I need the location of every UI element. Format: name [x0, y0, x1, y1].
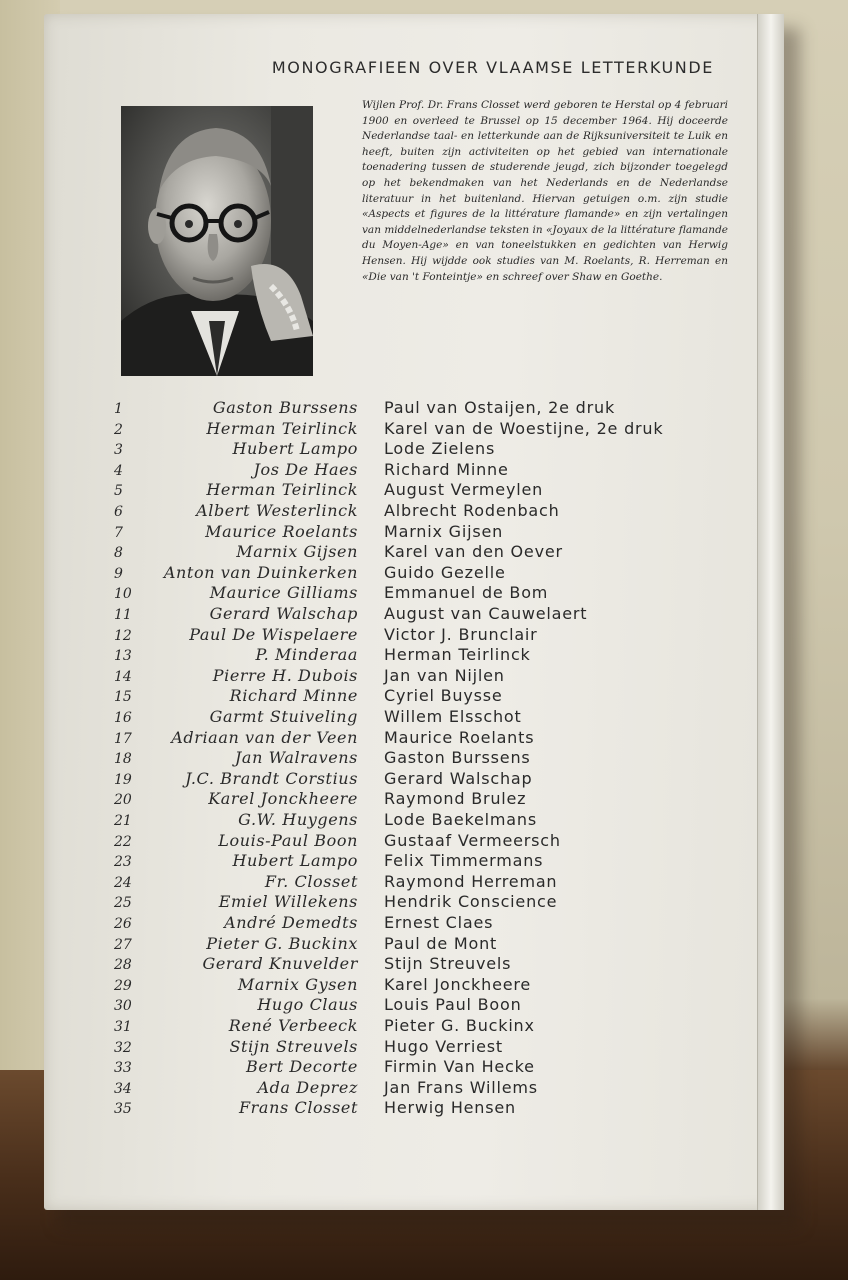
entry-author: Jan Walravens — [234, 748, 358, 768]
entry-author: Gerard Walschap — [209, 604, 358, 623]
entry-subject: Karel van den Oever — [384, 542, 563, 562]
entry-subject: Raymond Herreman — [384, 871, 558, 891]
entry-subject: Maurice Roelants — [384, 727, 535, 747]
entry-number: 34 — [114, 1080, 132, 1097]
entry-author: Stijn Streuvels — [229, 1036, 358, 1056]
list-item — [114, 892, 754, 912]
list-item — [114, 995, 754, 1015]
list-item — [114, 419, 754, 439]
entry-subject: Willem Elsschot — [384, 707, 522, 726]
entry-number: 29 — [114, 977, 132, 994]
entry-author: Marnix Gysen — [237, 974, 358, 994]
entry-subject: Emmanuel de Bom — [384, 583, 549, 603]
entry-author: G.W. Huygens — [238, 810, 358, 829]
entry-number: 3 — [114, 442, 123, 459]
entry-subject: Marnix Gijsen — [384, 521, 504, 541]
entry-author: Albert Westerlinck — [196, 501, 358, 520]
entry-author: Bert Decorte — [245, 1057, 358, 1077]
list-item — [114, 748, 754, 768]
entry-subject: Gerard Walschap — [384, 768, 533, 788]
entry-subject: Gustaaf Vermeersch — [384, 830, 561, 850]
list-item — [114, 1098, 754, 1118]
entry-number: 23 — [114, 854, 132, 871]
entry-subject: Stijn Streuvels — [384, 954, 512, 974]
list-item — [114, 480, 754, 500]
entry-subject: Felix Timmermans — [384, 851, 544, 871]
entry-author: Richard Minne — [229, 686, 358, 706]
entry-author: Herman Teirlinck — [206, 480, 358, 500]
list-item — [114, 954, 754, 974]
entry-subject: Richard Minne — [384, 459, 509, 479]
entry-author: Adriaan van der Veen — [171, 727, 358, 747]
entry-author: Maurice Gilliams — [209, 583, 358, 603]
entry-subject: Hugo Verriest — [384, 1036, 503, 1056]
entry-number: 2 — [114, 421, 123, 438]
entry-number: 20 — [114, 792, 132, 809]
entry-subject: Albrecht Rodenbach — [384, 501, 560, 520]
list-item — [114, 789, 754, 809]
entry-author: Fr. Closset — [264, 871, 358, 891]
entry-number: 10 — [114, 586, 132, 603]
entry-number: 33 — [114, 1060, 132, 1077]
entry-subject: Karel van de Woestijne, 2e druk — [384, 418, 664, 438]
entry-subject: Lode Zielens — [384, 439, 496, 459]
entry-number: 9 — [114, 565, 123, 582]
entry-subject: Jan van Nijlen — [384, 665, 505, 685]
entry-number: 32 — [114, 1039, 132, 1056]
entry-subject: Herwig Hensen — [384, 1098, 516, 1118]
entry-number: 22 — [114, 833, 132, 850]
entry-subject: Victor J. Brunclair — [384, 624, 538, 644]
list-item — [114, 522, 754, 542]
entry-author: Pieter G. Buckinx — [206, 933, 358, 953]
list-item — [114, 913, 754, 933]
list-item — [114, 851, 754, 871]
entry-subject: Jan Frans Willems — [384, 1077, 538, 1097]
list-item — [114, 769, 754, 789]
entry-subject: Paul van Ostaijen, 2e druk — [384, 398, 616, 417]
list-item — [114, 1016, 754, 1036]
entry-author: Jos De Haes — [253, 459, 358, 479]
entry-author: Paul De Wispelaere — [189, 624, 358, 644]
list-item — [114, 728, 754, 748]
entry-author: Frans Closset — [238, 1098, 358, 1118]
list-item — [114, 810, 754, 830]
entry-author: J.C. Brandt Corstius — [185, 768, 358, 788]
list-item — [114, 872, 754, 892]
list-item — [114, 707, 754, 727]
entry-number: 7 — [114, 524, 123, 541]
entry-subject: August Vermeylen — [384, 480, 544, 500]
entry-author: Herman Teirlinck — [206, 418, 358, 438]
entry-subject: Karel Jonckheere — [384, 974, 532, 994]
entry-subject: Hendrik Conscience — [384, 892, 558, 912]
list-item — [114, 666, 754, 686]
entry-subject: Guido Gezelle — [384, 562, 506, 582]
entry-number: 17 — [114, 730, 132, 747]
entry-number: 35 — [114, 1101, 132, 1118]
entry-number: 5 — [114, 483, 123, 500]
entry-subject: Cyriel Buysse — [384, 686, 503, 706]
list-item — [114, 831, 754, 851]
list-item — [114, 1078, 754, 1098]
entry-subject: Gaston Burssens — [384, 748, 531, 768]
entry-number: 14 — [114, 668, 132, 685]
entry-author: Pierre H. Dubois — [212, 665, 358, 685]
entry-subject: Louis Paul Boon — [384, 995, 522, 1015]
list-item — [114, 975, 754, 995]
entry-author: Marnix Gijsen — [236, 542, 358, 562]
entry-number: 15 — [114, 689, 132, 706]
entry-number: 1 — [114, 401, 123, 417]
portrait-photo-icon — [121, 106, 313, 376]
entry-number: 27 — [114, 936, 132, 953]
list-item — [114, 934, 754, 954]
entry-author: Karel Jonckheere — [208, 789, 358, 809]
list-item — [114, 398, 754, 418]
entry-author: Hubert Lampo — [232, 851, 358, 871]
entry-subject: Lode Baekelmans — [384, 810, 537, 829]
list-item — [114, 1057, 754, 1077]
list-item — [114, 439, 754, 459]
entry-number: 24 — [114, 874, 132, 891]
list-item — [114, 1037, 754, 1057]
list-item — [114, 625, 754, 645]
series-title: MONOGRAFIEEN OVER VLAAMSE LETTERKUNDE — [271, 58, 714, 77]
list-item — [114, 460, 754, 480]
entry-number: 12 — [114, 627, 132, 644]
author-biography: Wijlen Prof. Dr. Frans Closset werd geboren te Herstal op 4 februari 1900 en overleed te Brussel op 15 december 1964. Hij doceerde Nederlandse taal- en letterkunde aan de Rijksuniversiteit te Luik en heeft, buiten zijn activiteiten op het gebied van internationale toenadering tussen de studerende jeugd, zich bijzonder toegelegd op het bekendmaken van het Nederlands en de Nederlandse literatuur in het buitenland. Hiervan getuigen o.m. zijn studie «Aspects et figures de la littérature flamande» en zijn vertalingen van middelnederlandse teksten in «Joyaux de la littérature flamande du Moyen-Age» en van toneelstukken en gedichten van Herwig Hensen. Hij wijdde ook studies van M. Roelants, R. Herreman en «Die van 't Fonteintje» en schreef over Shaw en Goethe. — [362, 99, 728, 283]
entry-author: Hubert Lampo — [232, 439, 358, 459]
entry-number: 30 — [114, 998, 132, 1015]
list-item — [114, 542, 754, 562]
entry-number: 16 — [114, 710, 132, 726]
book-back-cover — [44, 14, 784, 1210]
entry-subject: Pieter G. Buckinx — [384, 1016, 535, 1035]
entry-author: Emiel Willekens — [218, 892, 358, 912]
entry-number: 6 — [114, 504, 123, 520]
entry-author: Maurice Roelants — [205, 521, 358, 541]
entry-author: Hugo Claus — [257, 995, 358, 1015]
entry-subject: August van Cauwelaert — [384, 604, 588, 623]
list-item — [114, 645, 754, 665]
list-item — [114, 604, 754, 624]
entry-subject: Raymond Brulez — [384, 789, 527, 809]
entry-number: 8 — [114, 545, 123, 562]
entry-number: 18 — [114, 751, 132, 768]
entry-author: P. Minderaa — [255, 645, 358, 665]
entry-author: Louis-Paul Boon — [218, 830, 358, 850]
book-spine — [757, 14, 784, 1210]
entry-subject: Paul de Mont — [384, 933, 498, 953]
entry-number: 26 — [114, 916, 132, 932]
entry-number: 28 — [114, 957, 132, 974]
entry-number: 11 — [114, 607, 132, 623]
entry-number: 31 — [114, 1019, 132, 1035]
entry-number: 4 — [114, 462, 123, 479]
entry-number: 19 — [114, 771, 132, 788]
list-item — [114, 563, 754, 583]
entry-author: Garmt Stuiveling — [209, 707, 358, 726]
entry-subject: Herman Teirlinck — [384, 645, 531, 665]
entry-author: Anton van Duinkerken — [163, 562, 358, 582]
entry-subject: Firmin Van Hecke — [384, 1057, 535, 1077]
list-item — [114, 686, 754, 706]
entry-number: 21 — [114, 813, 132, 829]
author-portrait — [121, 106, 313, 376]
entry-subject: Ernest Claes — [384, 913, 494, 932]
entry-author: Ada Deprez — [257, 1077, 358, 1097]
entry-author: Gaston Burssens — [212, 398, 358, 417]
entry-number: 25 — [114, 895, 132, 912]
entry-author: René Verbeeck — [228, 1016, 358, 1035]
entry-number: 13 — [114, 648, 132, 665]
list-item — [114, 583, 754, 603]
entry-author: André Demedts — [224, 913, 358, 932]
list-item — [114, 501, 754, 521]
entry-author: Gerard Knuvelder — [202, 954, 358, 974]
